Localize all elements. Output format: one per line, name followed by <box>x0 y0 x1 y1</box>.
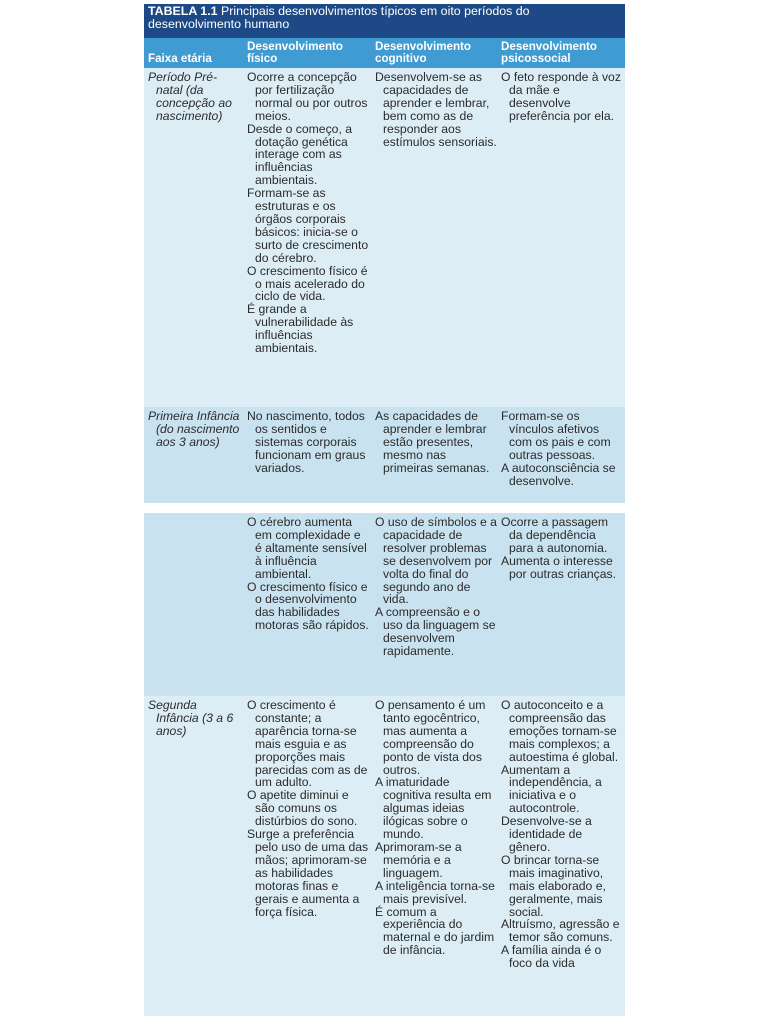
cell-item: O crescimento físico é o mais acelerado do ciclo de vida. <box>247 263 368 304</box>
table-title: Principais desenvolvimentos típicos em oito períodos do desenvolvimento humano <box>148 4 530 31</box>
cell-item: O apetite diminui e são comuns os distúrbios do sono. <box>247 788 358 829</box>
cognitive-cell <box>375 71 497 148</box>
psychosocial-cell <box>501 699 623 970</box>
psychosocial-cell <box>501 516 623 581</box>
age-text: Segunda Infância (3 a 6 anos) <box>148 698 234 738</box>
cell-item: A família ainda é o foco da vida <box>501 943 602 971</box>
table-header-row <box>144 38 625 68</box>
cell-item: O crescimento físico e o desenvolvimento das habilidades motoras são rápidos. <box>247 579 369 633</box>
cell-item: O uso de símbolos e a capacidade de resolver problemas se desenvolvem por volta do final do segundo ano de vida. <box>375 515 497 607</box>
cell-item: Formam-se as estruturas e os órgãos corporais básicos: inicia-se o surto de crescimento do cérebro. <box>247 186 369 265</box>
age-cell <box>148 699 240 738</box>
cell-item: O pensamento é um tanto egocêntrico, mas aumenta a compreensão do ponto de vista dos outros. <box>375 698 486 777</box>
cell-item: Desde o começo, a dotação genética interage com as influências ambientais. <box>247 121 353 188</box>
cell-item: Desenvolve-se a identidade de gênero. <box>501 814 592 854</box>
age-cell <box>148 71 240 123</box>
physical-cell <box>247 410 369 475</box>
cell-item: Ocorre a passagem da dependência para a autonomia. <box>501 515 609 555</box>
cell-item: A autoconsciência se desenvolve. <box>501 460 616 488</box>
table-row-prenatal <box>144 68 625 407</box>
cell-item: Formam-se os vínculos afetivos com os pais e com outras pessoas. <box>501 409 611 462</box>
cell-item: É comum a experiência do maternal e do jardim de infância. <box>375 904 495 958</box>
cell-item: O cérebro aumenta em complexidade e é altamente sensível à influência ambiental. <box>247 515 367 581</box>
table-title-bar <box>144 4 625 38</box>
header-cognitive: Desenvolvimento cognitivo <box>375 40 471 65</box>
header-psychosocial: Desenvolvimento psicossocial <box>501 40 597 65</box>
cell-item: Ocorre a concepção por fertilização normal ou por outros meios. <box>247 70 368 123</box>
psychosocial-cell <box>501 410 623 487</box>
psychosocial-cell <box>501 71 623 123</box>
cell-item: As capacidades de aprender e lembrar estão presentes, mesmo nas primeiras semanas. <box>375 409 490 475</box>
cell-item: Aprimoram-se a memória e a linguagem. <box>375 839 462 880</box>
cell-item: Aumentam a independência, a iniciativa e o autocontrole. <box>501 762 602 816</box>
cell-item: A inteligência torna-se mais previsível. <box>375 878 495 906</box>
cell-item: No nascimento, todos os sentidos e sistemas corporais funcionam em graus variados. <box>247 409 366 475</box>
cell-item: É grande a vulnerabilidade às influências ambientais. <box>247 302 354 356</box>
table-row-first-infancy-cont <box>144 513 625 696</box>
age-text: Primeira Infância (do nascimento aos 3 anos) <box>148 409 240 449</box>
cell-item: Desenvolvem-se as capacidades de aprender e lembrar, bem como as de responder aos estímulos sensoriais. <box>375 70 497 149</box>
cell-item: Altruísmo, agressão e temor são comuns. <box>501 917 620 945</box>
physical-cell <box>247 71 369 355</box>
physical-cell <box>247 516 369 632</box>
age-text: Período Pré-natal (da concepção ao nascimento) <box>148 70 232 123</box>
table-row-second-infancy <box>144 696 625 1016</box>
cell-item: A compreensão e o uso da linguagem se desenvolvem rapidamente. <box>375 605 496 659</box>
table-label: TABELA 1.1 <box>148 4 218 18</box>
cell-item: O autoconceito e a compreensão das emoções tornam-se mais complexos; a autoestima é global. <box>501 698 619 764</box>
cognitive-cell <box>375 699 497 957</box>
development-table-part-1 <box>144 4 625 503</box>
physical-cell <box>247 699 369 918</box>
development-table-part-2 <box>144 513 625 1016</box>
cell-item: O feto responde à voz da mãe e desenvolve preferência por ela. <box>501 70 621 123</box>
cell-item: Aumenta o interesse por outras crianças. <box>501 553 617 581</box>
cell-item: Surge a preferência pelo uso de uma das mãos; aprimoram-se as habilidades motoras finas e gerais e aumenta a força física. <box>247 827 369 919</box>
cell-item: A imaturidade cognitiva resulta em algumas ideias ilógicas sobre o mundo. <box>375 775 492 842</box>
cell-item: O crescimento é constante; a aparência torna-se mais esguia e as proporções mais parecidas com as de um adulto. <box>247 698 368 790</box>
cognitive-cell <box>375 516 497 658</box>
table-row-first-infancy <box>144 407 625 503</box>
header-age: Faixa etária <box>148 52 212 65</box>
header-physical: Desenvolvimento físico <box>247 40 343 65</box>
cell-item: O brincar torna-se mais imaginativo, mais elaborado e, geralmente, mais social. <box>501 852 606 919</box>
cognitive-cell <box>375 410 497 475</box>
age-cell <box>148 410 240 449</box>
